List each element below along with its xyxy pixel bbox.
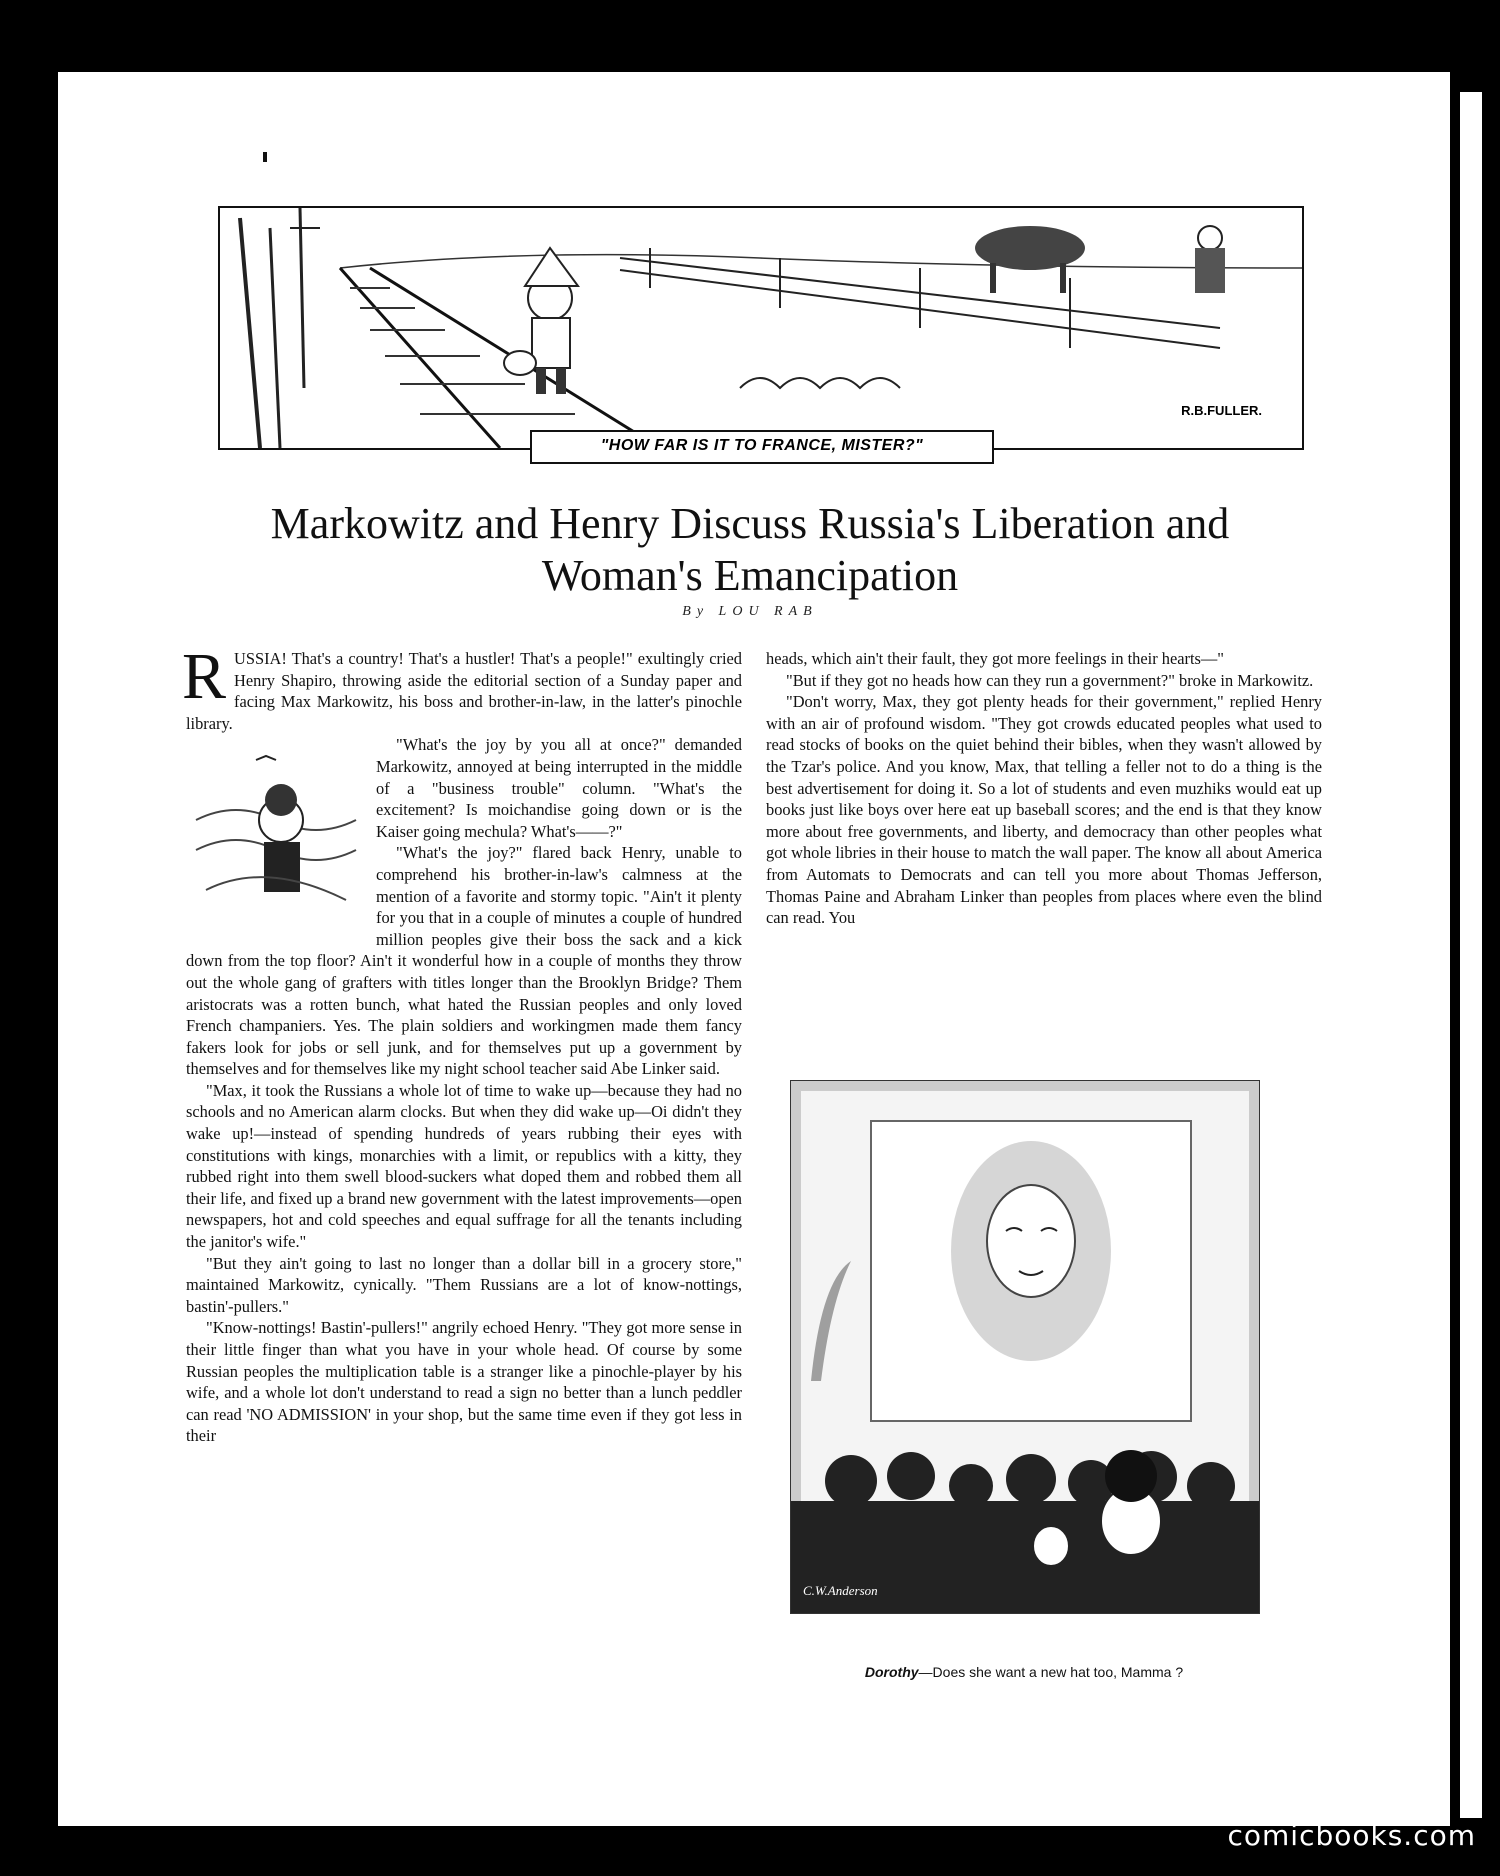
print-mark: [263, 152, 267, 162]
cartoon-panel: [218, 206, 1304, 450]
byline: By LOU RAB: [682, 604, 818, 619]
bather-sketch: [186, 740, 364, 930]
drop-cap: R: [182, 640, 227, 713]
site-watermark: comicbooks.com: [1227, 1819, 1476, 1852]
article-column-right: [766, 648, 1322, 929]
caption-text: —Does she want a new hat too, Mamma ?: [918, 1664, 1184, 1680]
illustration-caption: [790, 1664, 1258, 1680]
paragraph: "But if they got no heads how can they run a government?" broke in Markowitz.: [786, 670, 1314, 690]
title-line-1: Markowitz and Henry Discuss Russia's Liberation and: [270, 499, 1230, 548]
paragraph: "What's the joy?" flared back Henry, unable to comprehend his brother-in-law's calmness at the mention of a favorite and stormy topic. "Ain't it plenty for you that in a couple of minutes a couple of hundred million peoples give their boss the sack and a kick down from the top floor? Ain't it wonderful how in a couple of months they throw out the whole gang of grafters with titles longer than the Brooklyn Bridge? Them aristocrats was a rotten bunch, what hated the Russian peoples and only loved French champaniers. Yes. The plain soldiers and workingmen made them fancy fakers look for jobs or sell junk, and for themselves put up a government by themselves and for themselves like my night school teacher said Abe Linker said.: [186, 843, 742, 1079]
paragraph: "What's the joy by you all at once?" demanded Markowitz, annoyed at being interrupted in the middle of a "business trouble" column. "What's the excitement? Is moichandise going down or is the Kaiser going mechula? What's——?": [376, 735, 742, 841]
title-line-2: Woman's Emancipation: [541, 551, 959, 600]
theatre-illustration: [790, 1080, 1260, 1614]
adjacent-page-edge: [1460, 92, 1482, 1818]
paragraph: RUSSIA! That's a country! That's a hustler! That's a people!" exultingly cried Henry Shapiro, throwing aside the editorial section of a Sunday paper and facing Max Markowitz, his boss and brother-in-law, in the latter's pinochle library.: [182, 640, 742, 733]
paragraph: "Know-nottings! Bastin'-pullers!" angrily echoed Henry. "They got more sense in their little finger than what you have in your whole head. Of course by some Russian peoples the multiplication table is a stranger like a pinochle-player by his wife, and a whole lot don't understand to read a sign no better than a lunch peddler can read 'NO ADMISSION' in your shop, but the same time even if they got less in their: [186, 1318, 742, 1446]
article-column-left: [182, 640, 742, 1447]
caption-speaker: Dorothy: [864, 1664, 919, 1680]
paragraph: "Don't worry, Max, they got plenty heads for their government," replied Henry with an air of profound wisdom. "They got crowds educated peoples what used to read stocks of books on the quiet behind their bibles, when they wasn't allowed by the Tzar's police. And you know, Max, that telling a feller not to do a thing is the best advertisement for doing it. So a lot of students and even muzhiks would eat up books just like boys over here eat up baseball scores; and the end is that they know more about free governments, and liberty, and democracy than other peoples what got whole libries in their house to match the wall paper. The know all about America from Automats to Democrats and can tell you more about Thomas Jefferson, Thomas Paine and Abraham Linker than peoples from places where even the blind can read. You: [766, 692, 1322, 928]
article-title: [180, 498, 1320, 602]
cartoon-signature: R.B.FULLER.: [1181, 403, 1262, 418]
cartoon-drawing: [220, 208, 1302, 448]
paragraph: "But they ain't going to last no longer than a dollar bill in a grocery store," maintained Markowitz, cynically. "Them Russians are a lot of know-nottings, bastin'-pullers.": [186, 1253, 742, 1316]
paragraph: heads, which ain't their fault, they got more feelings in their hearts—": [766, 649, 1224, 668]
illustration-signature: C.W.Anderson: [803, 1583, 878, 1598]
cartoon-caption: "HOW FAR IS IT TO FRANCE, MISTER?": [530, 430, 994, 464]
paragraph: "Max, it took the Russians a whole lot of time to wake up—because they had no schools and no American alarm clocks. But when they did wake up—Oi didn't they wake up!—instead of spending hundreds of years rubbing their eyes with constitutions with kings, monarchies with a limit, or republics with a kitty, they rubbed right into them swell blood-suckers what doped them and robbed them all their life, and fixed up a brand new government with the latest improvements—open newspapers, hot and cold speeches and equal suffrage for all the tenants including the janitor's wife.": [186, 1080, 742, 1252]
